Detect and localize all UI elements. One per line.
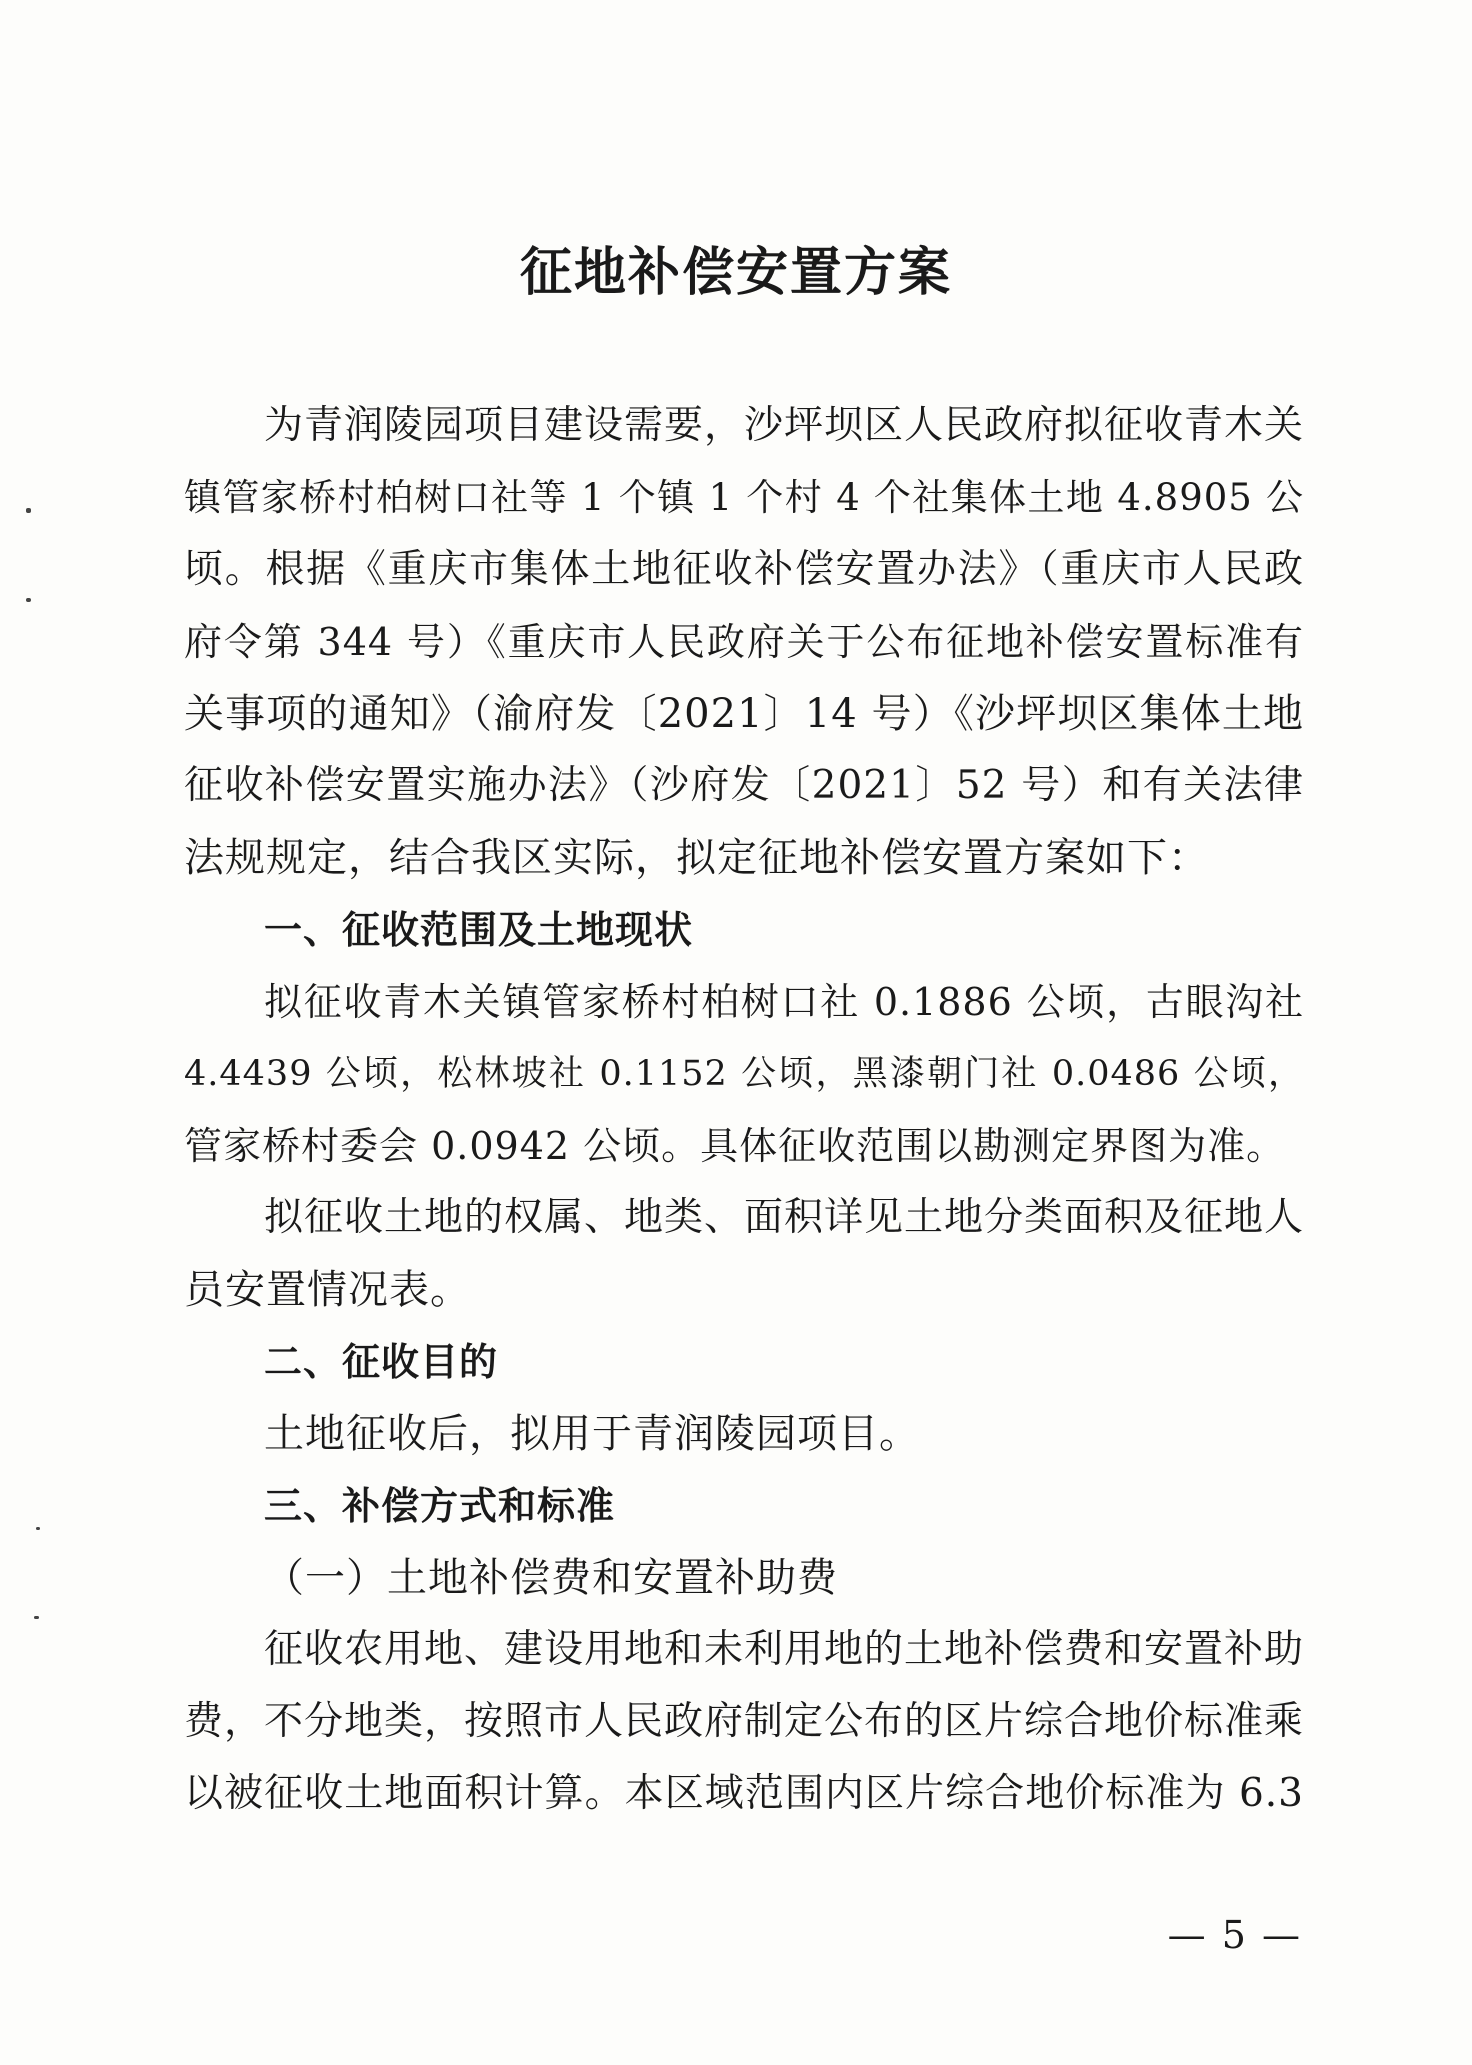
paragraph-line: 征收农用地、建设用地和未利用地的土地补偿费和安置补助	[264, 1627, 1305, 1672]
section-heading: 一、征收范围及土地现状	[264, 908, 694, 952]
paragraph-line: 征收补偿安置实施办法》（沙府发〔2021〕52 号）和有关法律	[184, 763, 1304, 808]
paragraph-line: 府令第 344 号）《重庆市人民政府关于公布征地补偿安置标准有	[184, 620, 1304, 664]
section-heading: 三、补偿方式和标准	[264, 1484, 616, 1528]
paragraph-line: 为青润陵园项目建设需要，沙坪坝区人民政府拟征收青木关	[264, 403, 1305, 448]
paragraph-line: 4.4439 公顷，松林坡社 0.1152 公顷，黑漆朝门社 0.0486 公顷，	[184, 1054, 1304, 1094]
paragraph-line: 以被征收土地面积计算。本区域范围内区片综合地价标准为 6.3	[184, 1771, 1304, 1816]
page-number: — 5 —	[1167, 1913, 1302, 1957]
document-body	[184, 390, 1304, 1830]
paragraph-line: 土地征收后，拟用于青润陵园项目。	[264, 1411, 920, 1457]
paragraph-line: 关事项的通知》（渝府发〔2021〕14 号）《沙坪坝区集体土地	[184, 691, 1304, 737]
paragraph-line: 拟征收土地的权属、地类、面积详见土地分类面积及征地人	[264, 1195, 1305, 1240]
scan-mark	[36, 1527, 40, 1530]
paragraph-line: 顷。根据《重庆市集体土地征收补偿安置办法》（重庆市人民政	[184, 547, 1304, 592]
scan-mark	[26, 598, 31, 602]
subsection-heading: （一）土地补偿费和安置补助费	[264, 1555, 838, 1601]
section-heading: 二、征收目的	[264, 1340, 499, 1384]
paragraph-line: 法规规定，结合我区实际，拟定征地补偿安置方案如下：	[184, 835, 1209, 881]
scan-mark	[34, 1616, 39, 1619]
paragraph-line: 员安置情况表。	[184, 1267, 471, 1313]
paragraph-line: 管家桥村委会 0.0942 公顷。具体征收范围以勘测定界图为准。	[184, 1124, 1286, 1168]
paragraph-line: 镇管家桥村柏树口社等 1 个镇 1 个村 4 个社集体土地 4.8905 公	[184, 476, 1304, 519]
paragraph-line: 拟征收青木关镇管家桥村柏树口社 0.1886 公顷，古眼沟社	[264, 980, 1304, 1024]
scan-mark	[26, 508, 31, 513]
paragraph-line: 费，不分地类，按照市人民政府制定公布的区片综合地价标准乘	[184, 1699, 1305, 1744]
document-title: 征地补偿安置方案	[519, 242, 952, 303]
